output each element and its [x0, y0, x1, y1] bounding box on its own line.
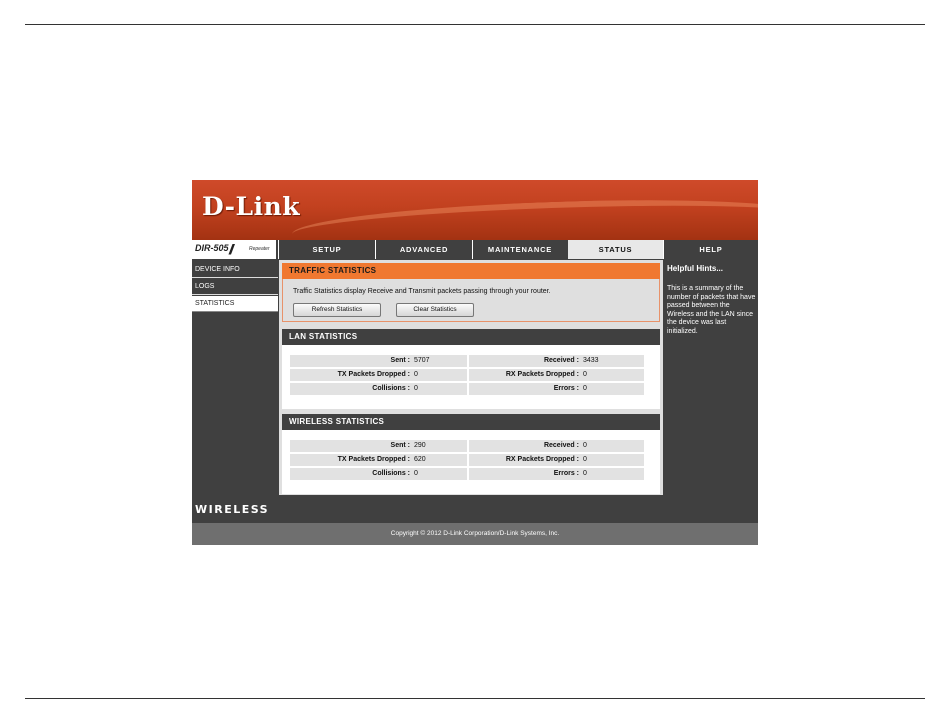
- dlink-logo: D-Link: [202, 192, 301, 221]
- model-badge: [192, 240, 277, 259]
- header-banner: [192, 180, 758, 240]
- wireless-errors-value: 0: [581, 468, 644, 480]
- wireless-tx-dropped-value: 620: [412, 454, 467, 466]
- lan-tx-dropped-value: 0: [412, 369, 467, 381]
- traffic-statistics-panel: [282, 263, 660, 322]
- tab-maintenance[interactable]: MAINTENANCE: [472, 240, 567, 259]
- wireless-statistics-title: WIRELESS STATISTICS: [282, 414, 660, 430]
- lan-received-value: 3433: [581, 355, 644, 367]
- bottom-rule: [25, 698, 925, 699]
- copyright-footer: Copyright © 2012 D-Link Corporation/D-Link Systems, Inc.: [192, 523, 758, 545]
- tab-status[interactable]: STATUS: [567, 240, 663, 259]
- wireless-rx-dropped-value: 0: [581, 454, 644, 466]
- lan-rx-dropped-label: RX Packets Dropped :: [469, 369, 581, 381]
- wireless-statistics-panel: [282, 414, 660, 494]
- helpful-hints-title: Helpful Hints...: [667, 264, 723, 273]
- wireless-collisions-label: Collisions :: [290, 468, 412, 480]
- refresh-statistics-button[interactable]: Refresh Statistics: [293, 303, 381, 317]
- lan-sent-label: Sent :: [290, 355, 412, 367]
- tab-advanced[interactable]: ADVANCED: [375, 240, 472, 259]
- wireless-rx-dropped-label: RX Packets Dropped :: [469, 454, 581, 466]
- banner-swoosh: [291, 193, 758, 240]
- top-rule: [25, 24, 925, 25]
- tab-help[interactable]: HELP: [663, 240, 758, 259]
- lan-errors-label: Errors :: [469, 383, 581, 395]
- lan-statistics-title: LAN STATISTICS: [282, 329, 660, 345]
- nav-bar: [192, 240, 758, 259]
- tab-setup[interactable]: SETUP: [278, 240, 375, 259]
- router-ui-screenshot: [192, 180, 758, 545]
- sidebar: [192, 260, 278, 495]
- wireless-tx-dropped-label: TX Packets Dropped :: [290, 454, 412, 466]
- lan-collisions-label: Collisions :: [290, 383, 412, 395]
- wireless-collisions-value: 0: [412, 468, 467, 480]
- wireless-wordmark: WIRELESS: [195, 503, 270, 516]
- lan-rx-dropped-value: 0: [581, 369, 644, 381]
- traffic-description: Traffic Statistics display Receive and Transmit packets passing through your router.: [293, 288, 551, 295]
- lan-tx-dropped-label: TX Packets Dropped :: [290, 369, 412, 381]
- sidebar-item-statistics[interactable]: STATISTICS: [192, 296, 278, 312]
- lan-received-label: Received :: [469, 355, 581, 367]
- model-name: DIR-505: [195, 243, 229, 253]
- helpful-hints-text: This is a summary of the number of packets that have passed between the Wireless and the LAN since the device was last initialized.: [667, 285, 756, 335]
- model-subtitle: Repeater: [249, 246, 270, 252]
- helpful-hints-panel: [664, 260, 758, 495]
- lan-statistics-panel: [282, 329, 660, 409]
- lan-collisions-value: 0: [412, 383, 467, 395]
- wireless-sent-label: Sent :: [290, 440, 412, 452]
- traffic-statistics-title: TRAFFIC STATISTICS: [282, 263, 660, 279]
- lan-errors-value: 0: [581, 383, 644, 395]
- sidebar-item-device-info[interactable]: DEVICE INFO: [192, 262, 278, 278]
- wireless-sent-value: 290: [412, 440, 467, 452]
- model-slash-icon: //: [229, 241, 231, 257]
- wireless-received-label: Received :: [469, 440, 581, 452]
- clear-statistics-button[interactable]: Clear Statistics: [396, 303, 474, 317]
- lan-sent-value: 5707: [412, 355, 467, 367]
- sidebar-item-logs[interactable]: LOGS: [192, 279, 278, 295]
- wireless-errors-label: Errors :: [469, 468, 581, 480]
- wireless-received-value: 0: [581, 440, 644, 452]
- main-content: [279, 260, 663, 495]
